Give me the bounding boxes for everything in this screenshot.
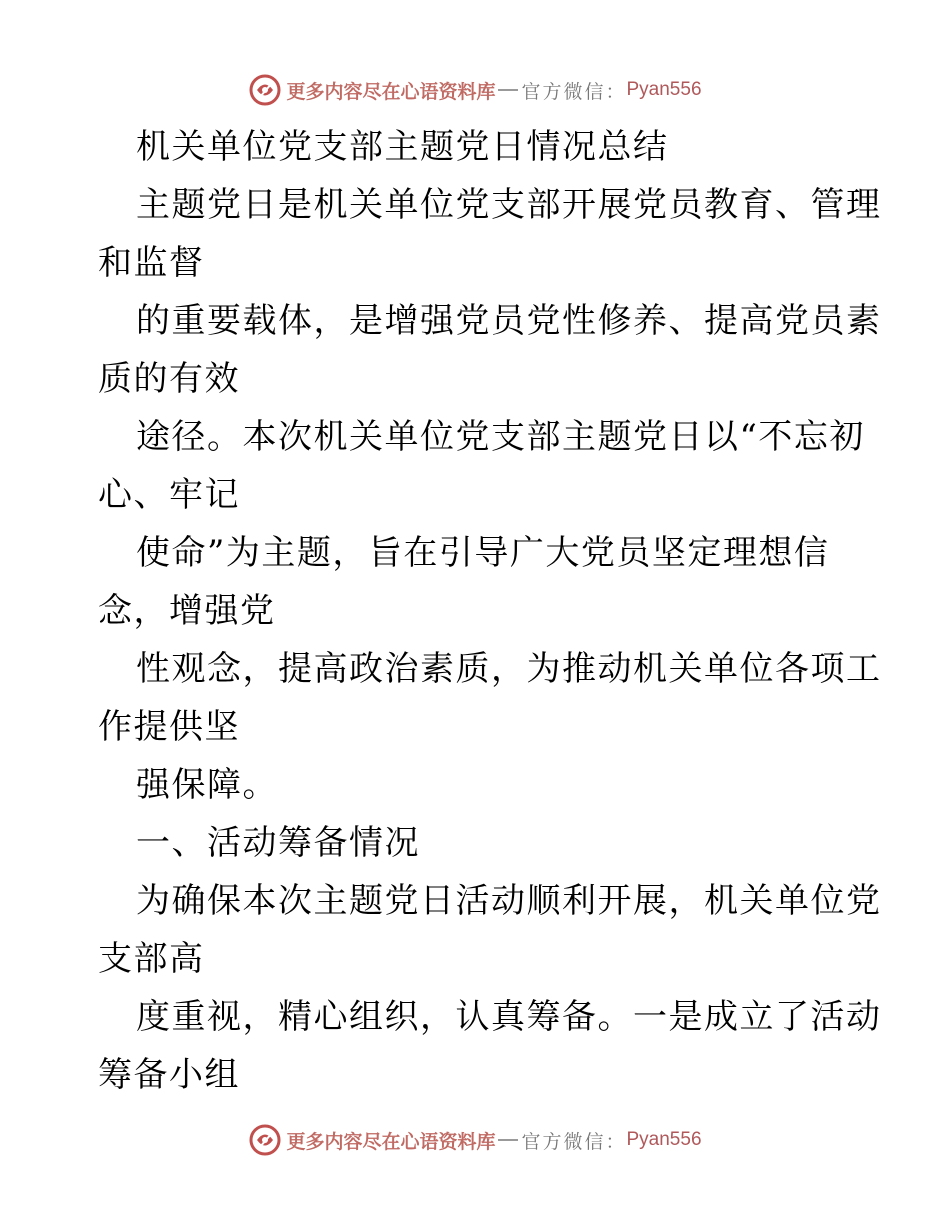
- text-line: 和监督: [98, 243, 205, 283]
- section-heading: 一、活动筹备情况: [136, 823, 420, 863]
- text-line: 使命”为主题，旨在引导广大党员坚定理想信: [136, 533, 830, 573]
- banner-dash: [498, 1139, 518, 1141]
- banner-dash: [498, 89, 518, 91]
- text-line: 支部高: [98, 939, 205, 979]
- header-banner: [0, 70, 950, 110]
- brand-logo-icon: [248, 73, 282, 107]
- text-line: 为确保本次主题党日活动顺利开展，机关单位党: [136, 881, 882, 921]
- banner-wechat-label: 官方微信：: [521, 1130, 627, 1153]
- document-title: 机关单位党支部主题党日情况总结: [136, 127, 669, 167]
- text-line: 性观念，提高政治素质，为推动机关单位各项工: [136, 649, 882, 689]
- brand-logo-icon: [248, 1123, 282, 1157]
- text-line: 主题党日是机关单位党支部开展党员教育、管理: [136, 185, 882, 225]
- text-line: 途径。本次机关单位党支部主题党日以“不忘初: [136, 417, 865, 457]
- banner-slogan: 更多内容尽在心语资料库: [286, 80, 496, 103]
- text-line: 作提供坚: [98, 707, 240, 747]
- text-line: 的重要载体，是增强党员党性修养、提高党员素: [136, 301, 882, 341]
- text-line: 念，增强党: [98, 591, 276, 631]
- banner-wechat-id: Pyan556: [626, 1129, 702, 1150]
- footer-banner: [0, 1120, 950, 1160]
- text-line: 筹备小组: [98, 1055, 240, 1095]
- banner-wechat-id: Pyan556: [626, 79, 702, 100]
- banner-wechat-label: 官方微信：: [521, 80, 627, 103]
- text-line: 度重视，精心组织，认真筹备。一是成立了活动: [136, 997, 882, 1037]
- document-body: [98, 118, 882, 1104]
- banner-slogan: 更多内容尽在心语资料库: [286, 1130, 496, 1153]
- text-line: 强保障。: [136, 765, 278, 805]
- text-line: 质的有效: [98, 359, 240, 399]
- text-line: 心、牢记: [98, 475, 240, 515]
